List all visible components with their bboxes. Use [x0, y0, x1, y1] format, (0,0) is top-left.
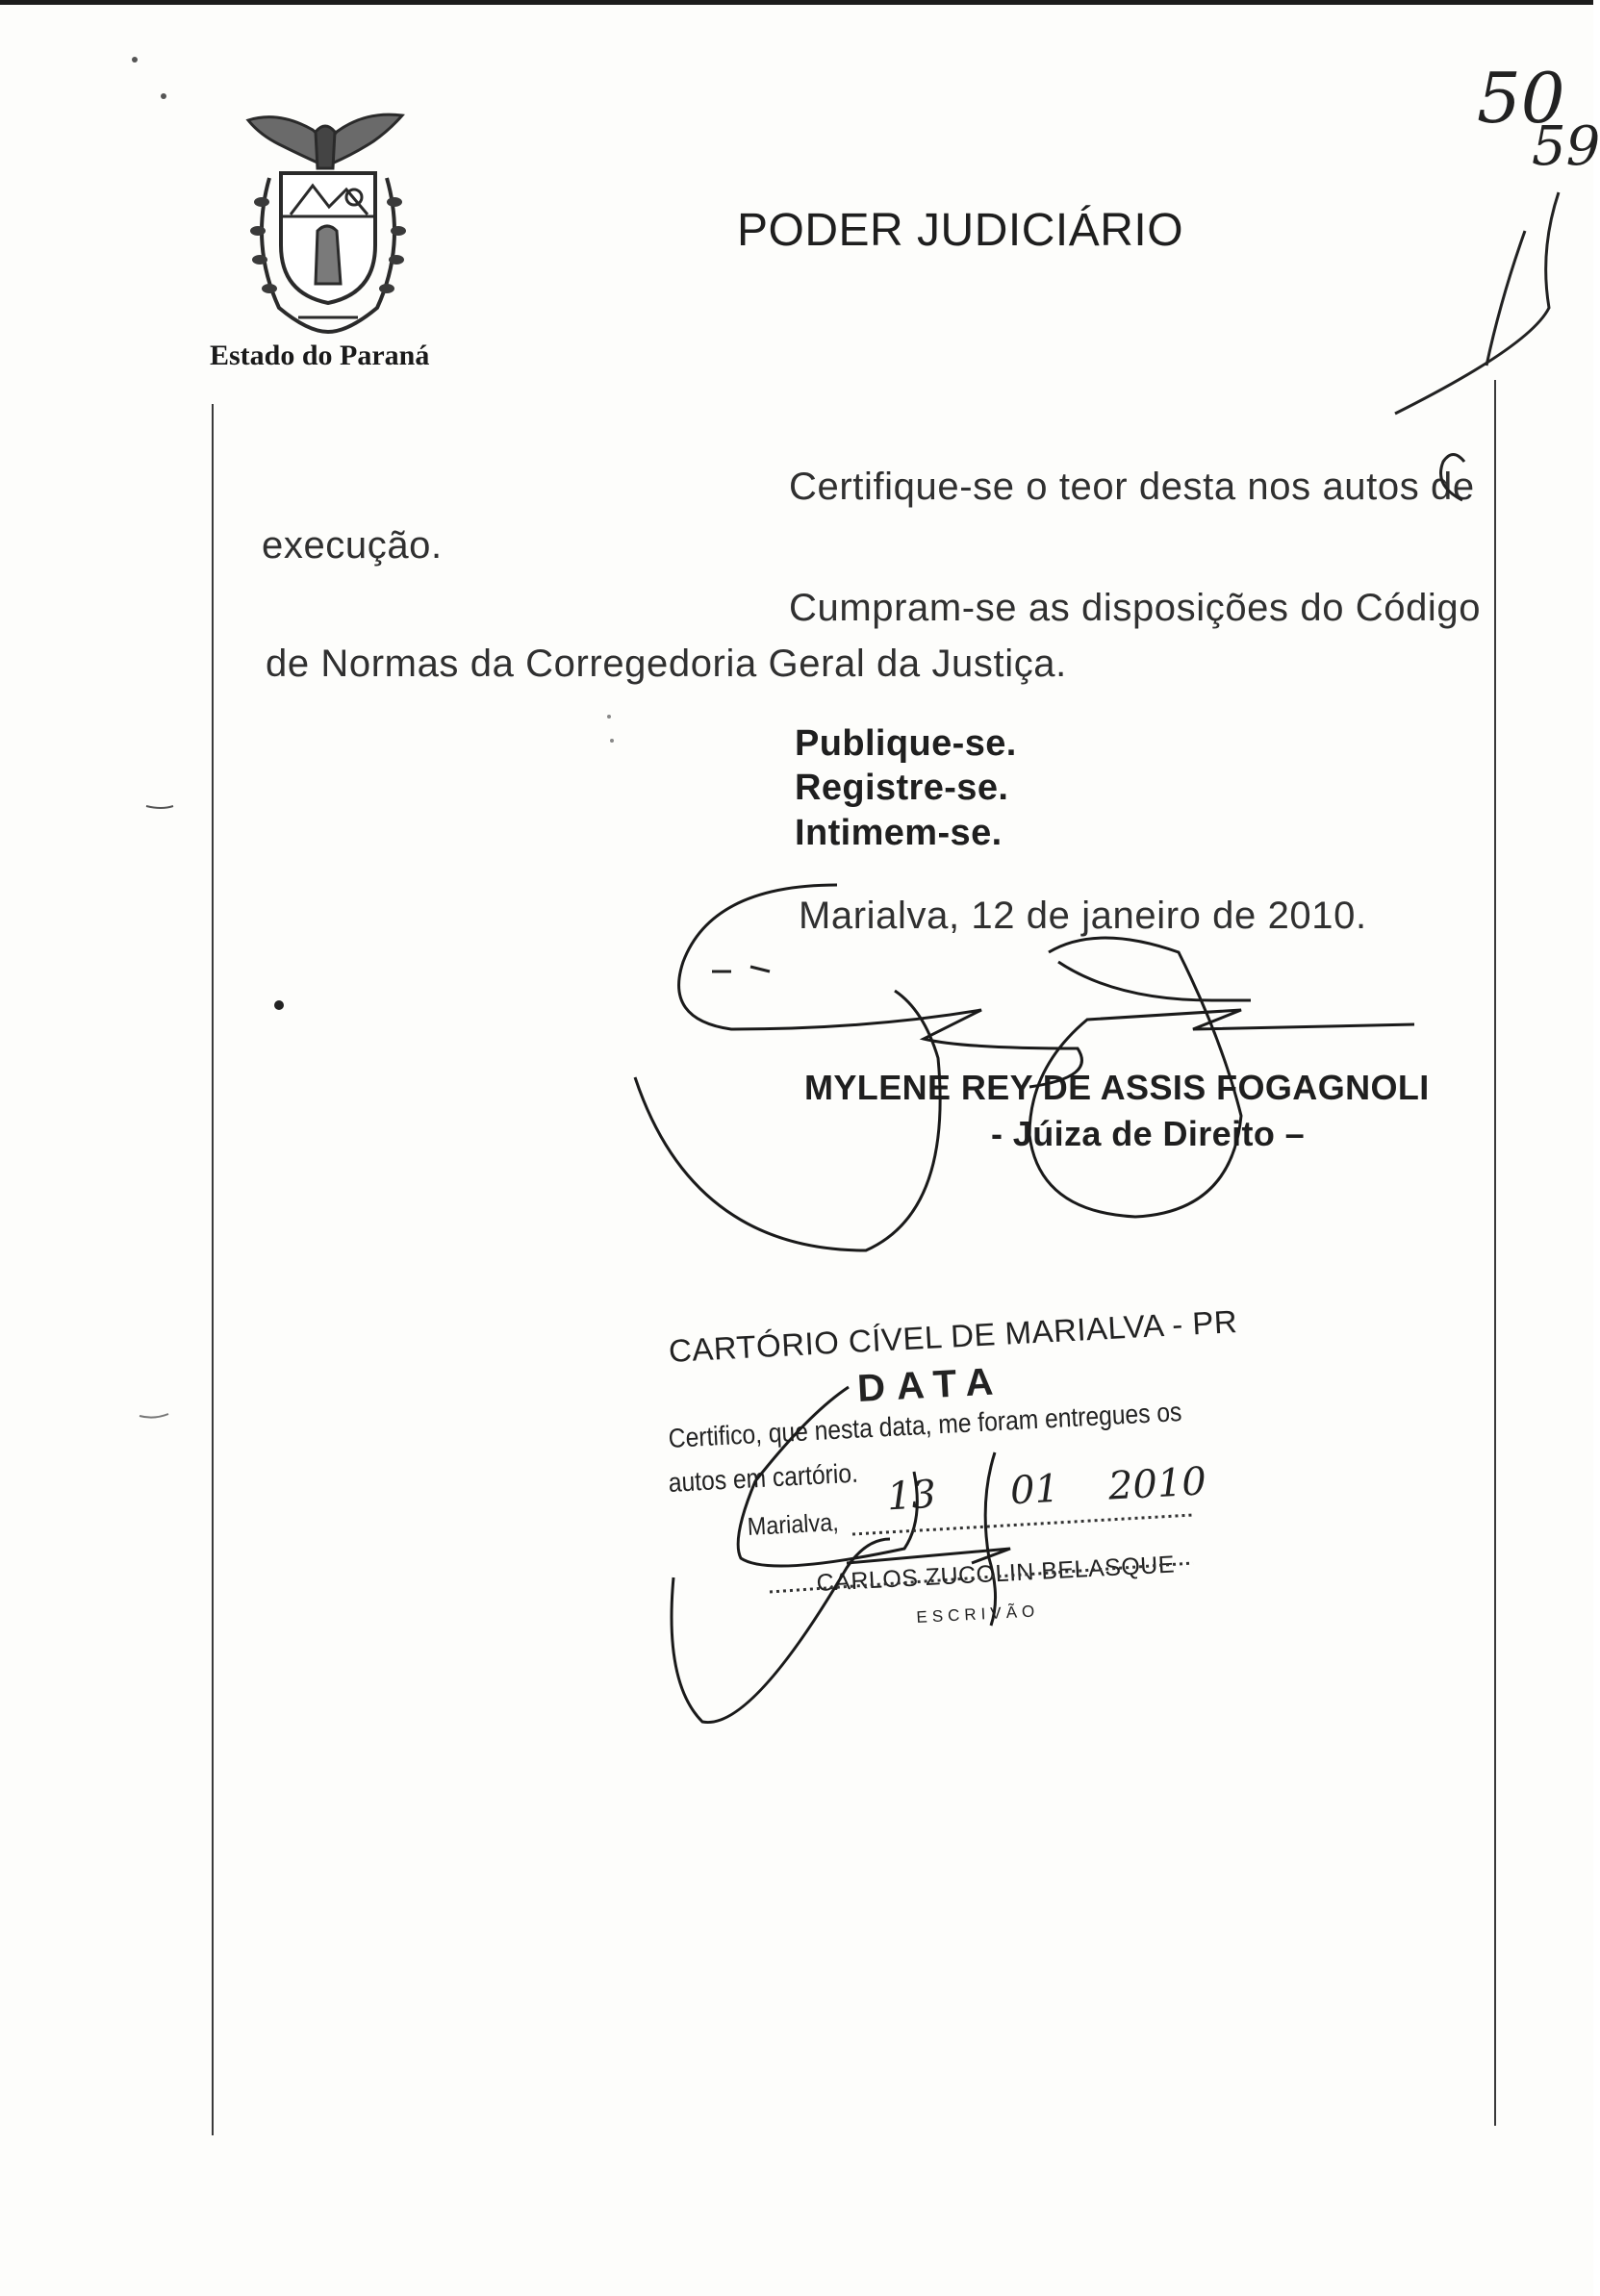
stamp-place-label: Marialva, [747, 1507, 840, 1541]
stamp-heading: DATA [856, 1359, 1006, 1410]
order-publish: Publique-se. [795, 723, 1017, 764]
stamp-text-line-1: Certifico, que nesta data, me foram entregues os [668, 1397, 1183, 1453]
judge-name: MYLENE REY DE ASSIS FOGAGNOLI [804, 1068, 1430, 1107]
court-heading: PODER JUDICIÁRIO [737, 205, 1184, 256]
stamp-text-line-2: autos em cartório. [668, 1457, 859, 1498]
place-and-date: Marialva, 12 de janeiro de 2010. [799, 895, 1367, 937]
stamp-date-year: 2010 [1106, 1459, 1207, 1509]
stamp-office: CARTÓRIO CÍVEL DE MARIALVA - PR [668, 1303, 1239, 1369]
state-name: Estado do Paraná [210, 340, 430, 371]
dispatch-line-2: execução. [262, 524, 443, 567]
stamp-clerk-name: CARLOS ZUCOLIN BELASQUE [816, 1551, 1176, 1597]
judge-title: - Júiza de Direito – [991, 1114, 1306, 1153]
order-register: Registre-se. [795, 768, 1009, 808]
order-notify: Intimem-se. [795, 813, 1003, 853]
stamp-date-day: 13 [885, 1472, 938, 1520]
folio-number-secondary: 59 [1532, 115, 1600, 178]
folio-number-primary: 50 [1477, 58, 1565, 139]
dispatch-line-3: Cumpram-se as disposições do Código [789, 587, 1482, 629]
stamp-date-month: 01 [1008, 1466, 1061, 1514]
dispatch-line-4: de Normas da Corregedoria Geral da Justiça. [266, 643, 1067, 685]
dispatch-line-1: Certifique-se o teor desta nos autos de [789, 466, 1475, 508]
stamp-clerk-title: ESCRIVÃO [916, 1602, 1040, 1627]
